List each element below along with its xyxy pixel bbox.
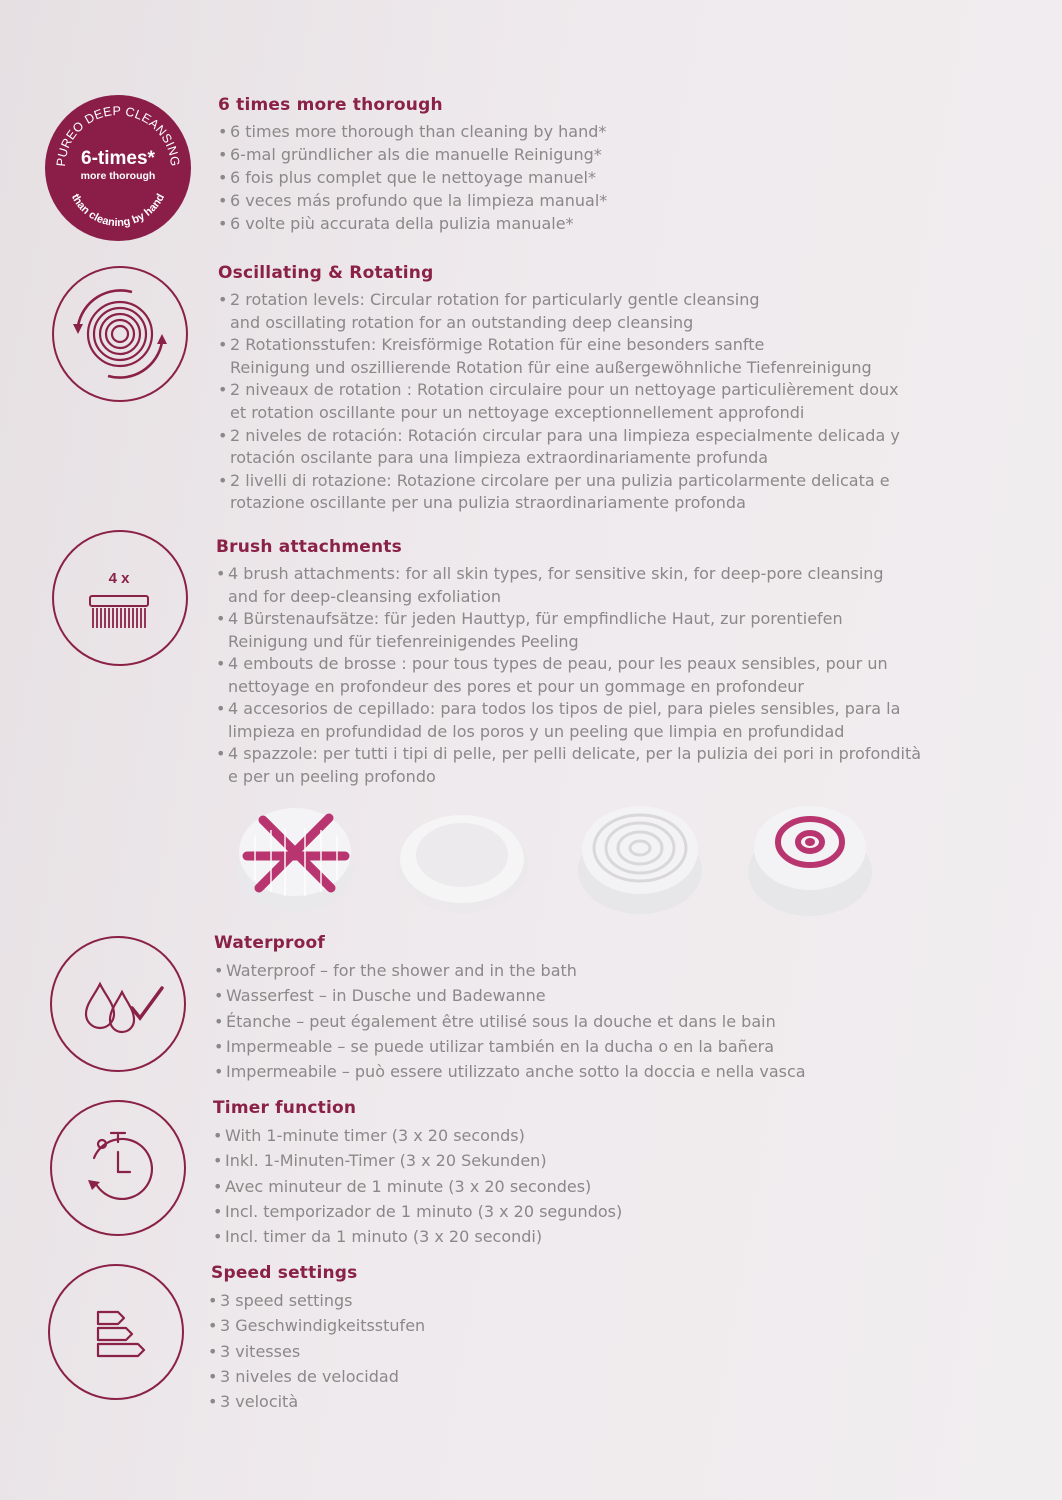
section-title-waterproof: Waterproof [214, 933, 325, 953]
silicone-brush-head [392, 805, 532, 920]
bullet-item-continuation: Reinigung und oszillierende Rotation für eine außergewöhnliche Tiefenreinigung [230, 357, 872, 377]
bullet-item-continuation: and oscillating rotation for an outstanding deep cleansing [230, 312, 694, 332]
bullet-item: • 4 brush attachments: for all skin types, for sensitive skin, for deep-pore cleansing [212, 563, 921, 586]
badge-icon [45, 95, 191, 241]
rotation-svg [60, 274, 180, 394]
bullet-item-continuation: Reinigung und für tiefenreinigendes Peeling [228, 631, 579, 651]
badge-svg [45, 95, 191, 241]
brush-icon [52, 530, 188, 666]
section-title-thorough: 6 times more thorough [218, 95, 443, 115]
bullet-item: • 2 livelli di rotazione: Rotazione circolare per una pulizia particolarmente delicata e [214, 470, 900, 493]
bullet-item-continuation: nettoyage en profondeur des pores et pour un gommage en profondeur [228, 676, 804, 696]
bullet-item: • 6 times more thorough than cleaning by hand* [214, 120, 607, 143]
bullet-item: • 2 niveaux de rotation : Rotation circulaire pour un nettoyage particulièrement doux [214, 379, 900, 402]
bullet-item: • Avec minuteur de 1 minute (3 x 20 secondes) [209, 1174, 622, 1199]
bullet-item: • 6 fois plus complet que le nettoyage manuel* [214, 166, 607, 189]
rotation-icon [52, 266, 188, 402]
bullet-item: • Impermeabile – può essere utilizzato anche sotto la doccia e nella vasca [210, 1059, 806, 1084]
brush-heads-row [220, 800, 880, 930]
section-list-brush [212, 563, 921, 788]
speed-bars-svg [56, 1272, 176, 1392]
bullet-item: • Étanche – peut également être utilisé sous la douche et dans le bain [210, 1009, 806, 1034]
bullet-item-continuation: rotazione oscillante per una pulizia straordinariamente profonda [230, 493, 746, 513]
bullet-item: • 4 embouts de brosse : pour tous types de peau, pour les peaux sensibles, pour un [212, 653, 921, 676]
target-bristle-brush-head [740, 800, 880, 920]
section-list-thorough [214, 120, 607, 235]
badge-sub-text: more thorough [80, 170, 156, 182]
stopwatch-icon [50, 1100, 186, 1236]
bullet-item: • 3 niveles de velocidad [204, 1364, 425, 1389]
bullet-item: • 2 rotation levels: Circular rotation for particularly gentle cleansing [214, 289, 900, 312]
bullet-item: • With 1-minute timer (3 x 20 seconds) [209, 1123, 622, 1148]
cross-bristle-brush-head [225, 800, 365, 920]
bullet-item: • 2 niveles de rotación: Rotación circular para una limpieza especialmente delicada y [214, 425, 900, 448]
bullet-item: • 3 vitesses [204, 1339, 425, 1364]
section-title-timer: Timer function [213, 1098, 357, 1118]
bullet-item: • 4 spazzole: per tutti i tipi di pelle, per pelli delicate, per la pulizia dei pori in profondità [212, 743, 921, 766]
bullet-item: • 2 Rotationsstufen: Kreisförmige Rotation für eine besonders sanfte [214, 334, 900, 357]
bullet-item: • 6 veces más profundo que la limpieza manual* [214, 189, 607, 212]
bullet-item-continuation: limpieza en profundidad de los poros y un peeling que limpia en profundidad [228, 721, 845, 741]
bullet-item: • Wasserfest – in Dusche und Badewanne [210, 983, 806, 1008]
bullet-item: • 3 Geschwindigkeitsstufen [204, 1313, 425, 1338]
section-title-brush: Brush attachments [216, 537, 402, 557]
bullet-item-continuation: e per un peeling profondo [228, 766, 436, 786]
bullet-item: • Inkl. 1-Minuten-Timer (3 x 20 Sekunden) [209, 1148, 622, 1173]
section-list-waterproof [210, 958, 806, 1084]
badge-arc-bottom-text: than cleaning by hand [68, 191, 168, 230]
badge-arc-top-text: PUREO DEEP CLEANSING [53, 103, 183, 168]
section-title-speed: Speed settings [211, 1263, 358, 1283]
section-title-oscillating: Oscillating & Rotating [218, 263, 434, 283]
bullet-item: • 6 volte più accurata della pulizia manuale* [214, 212, 607, 235]
section-list-timer [209, 1123, 622, 1249]
water-drops-svg [58, 944, 178, 1064]
bullet-item: • Impermeable – se puede utilizar también en la ducha o en la bañera [210, 1034, 806, 1059]
bullet-item-continuation: et rotation oscillante pour un nettoyage exceptionnellement approfondi [230, 402, 805, 422]
bullet-item: • 4 accesorios de cepillado: para todos los tipos de piel, para pieles sensibles, para la [212, 698, 921, 721]
section-list-speed [204, 1288, 425, 1414]
spiral-bristle-brush-head [570, 800, 710, 920]
bullet-item-continuation: and for deep-cleansing exfoliation [228, 586, 502, 606]
speed-bars-icon [48, 1264, 184, 1400]
bullet-item: • Incl. temporizador de 1 minuto (3 x 20 segundos) [209, 1199, 622, 1224]
stopwatch-svg [58, 1108, 178, 1228]
bullet-item-continuation: rotación oscilante para una limpieza extraordinariamente profunda [230, 448, 769, 468]
water-drops-check-icon [50, 936, 186, 1072]
bullet-item: • 3 speed settings [204, 1288, 425, 1313]
bullet-item: • Waterproof – for the shower and in the bath [210, 958, 806, 983]
section-list-oscillating [214, 289, 900, 515]
badge-main-text: 6-times* [81, 148, 155, 169]
bullet-item: • 3 velocità [204, 1389, 425, 1414]
bullet-item: • 4 Bürstenaufsätze: für jeden Hauttyp, für empfindliche Haut, zur porentiefen [212, 608, 921, 631]
brush-svg [60, 538, 180, 658]
bullet-item: • 6-mal gründlicher als die manuelle Reinigung* [214, 143, 607, 166]
bullet-item: • Incl. timer da 1 minuto (3 x 20 secondi) [209, 1224, 622, 1249]
brush-count-label: 4 x [108, 570, 130, 587]
